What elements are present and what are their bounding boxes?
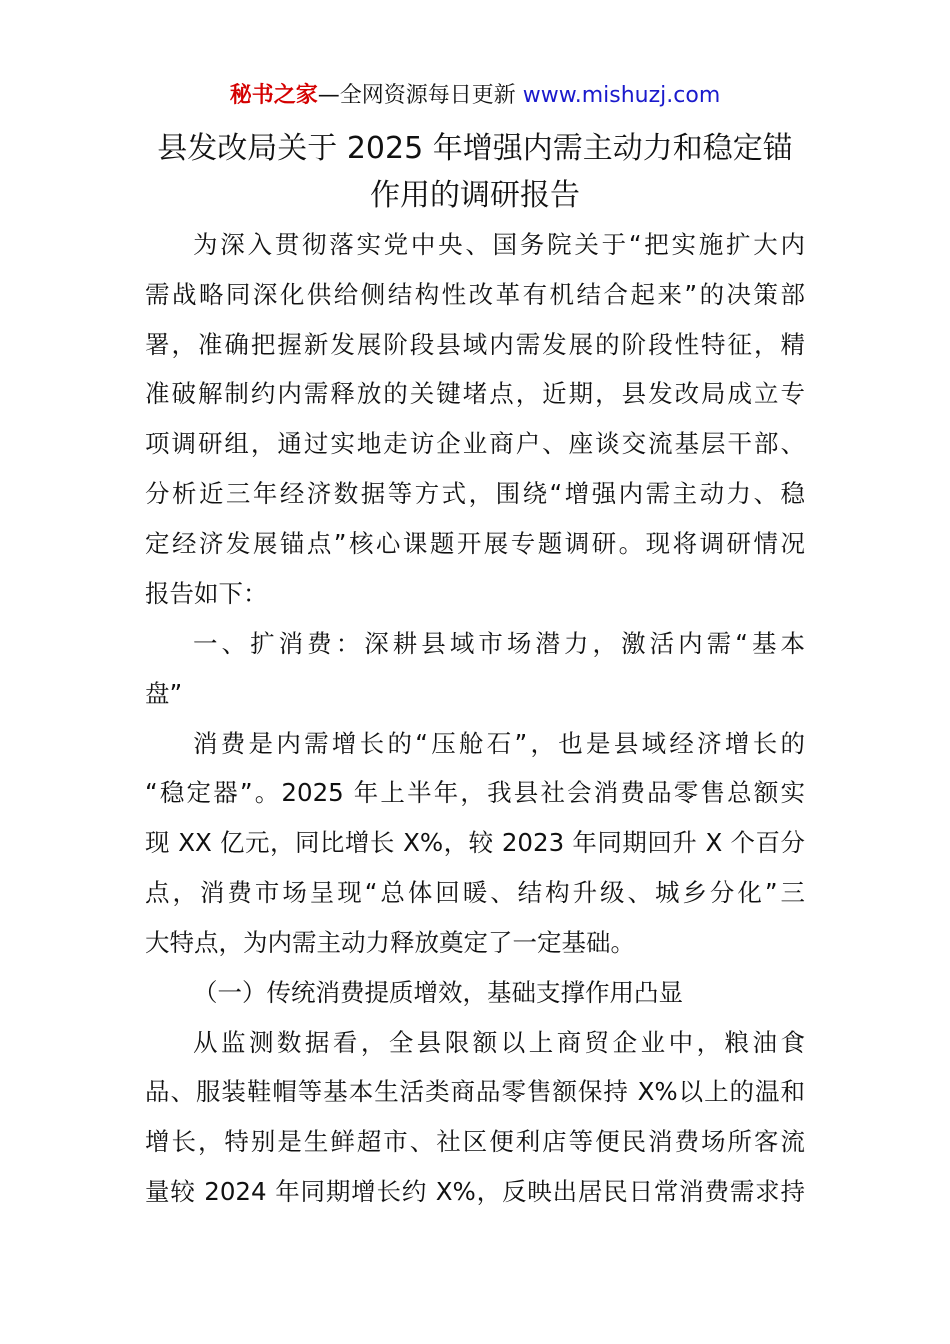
monitoring-paragraph-line: 从监测数据看，全县限额以上商贸企业中，粮油食 (193, 1028, 805, 1057)
monitoring-paragraph-line: 增长，特别是生鲜超市、社区便利店等便民消费场所客流 (145, 1127, 805, 1156)
consumption-paragraph-line: “稳定器”。2025 年上半年，我县社会消费品零售总额实 (145, 778, 805, 807)
intro-paragraph-line: 需战略同深化供给侧结构性改革有机结合起来”的决策部 (145, 280, 805, 309)
intro-paragraph-line: 署，准确把握新发展阶段县域内需发展的阶段性特征，精 (145, 330, 805, 359)
subsection-heading: （一）传统消费提质增效，基础支撑作用凸显 (193, 978, 683, 1007)
intro-paragraph-line: 项调研组，通过实地走访企业商户、座谈交流基层干部、 (145, 429, 805, 458)
header-tagline: —全网资源每日更新 (317, 83, 523, 108)
consumption-paragraph-line: 消费是内需增长的“压舱石”，也是县域经济增长的 (193, 729, 805, 758)
report-title-line-2: 作用的调研报告 (370, 178, 580, 213)
intro-paragraph-line: 为深入贯彻落实党中央、国务院关于“把实施扩大内 (193, 230, 805, 259)
monitoring-paragraph-line: 量较 2024 年同期增长约 X%，反映出居民日常消费需求持 (145, 1177, 805, 1206)
brand-name: 秘书之家 (229, 83, 318, 108)
intro-paragraph-line: 准破解制约内需释放的关键堵点，近期，县发改局成立专 (145, 379, 805, 408)
intro-paragraph-line: 报告如下： (145, 579, 268, 608)
intro-paragraph-line: 定经济发展锚点”核心课题开展专题调研。现将调研情况 (145, 529, 805, 558)
section-heading-line: 盘” (145, 679, 183, 708)
consumption-paragraph-line: 大特点，为内需主动力释放奠定了一定基础。 (145, 928, 635, 957)
monitoring-paragraph-line: 品、服装鞋帽等基本生活类商品零售额保持 X%以上的温和 (145, 1077, 805, 1106)
section-heading-line: 一、扩消费：深耕县域市场潜力，激活内需“基本 (193, 629, 805, 658)
site-url-link[interactable]: www.mishuzj.com (522, 83, 721, 108)
intro-paragraph-line: 分析近三年经济数据等方式，围绕“增强内需主动力、稳 (145, 479, 805, 508)
site-header (0, 80, 950, 112)
consumption-paragraph-line: 现 XX 亿元，同比增长 X%，较 2023 年同期回升 X 个百分 (145, 828, 805, 857)
consumption-paragraph-line: 点，消费市场呈现“总体回暖、结构升级、城乡分化”三 (145, 878, 805, 907)
report-title-line-1: 县发改局关于 2025 年增强内需主动力和稳定锚 (157, 131, 793, 166)
